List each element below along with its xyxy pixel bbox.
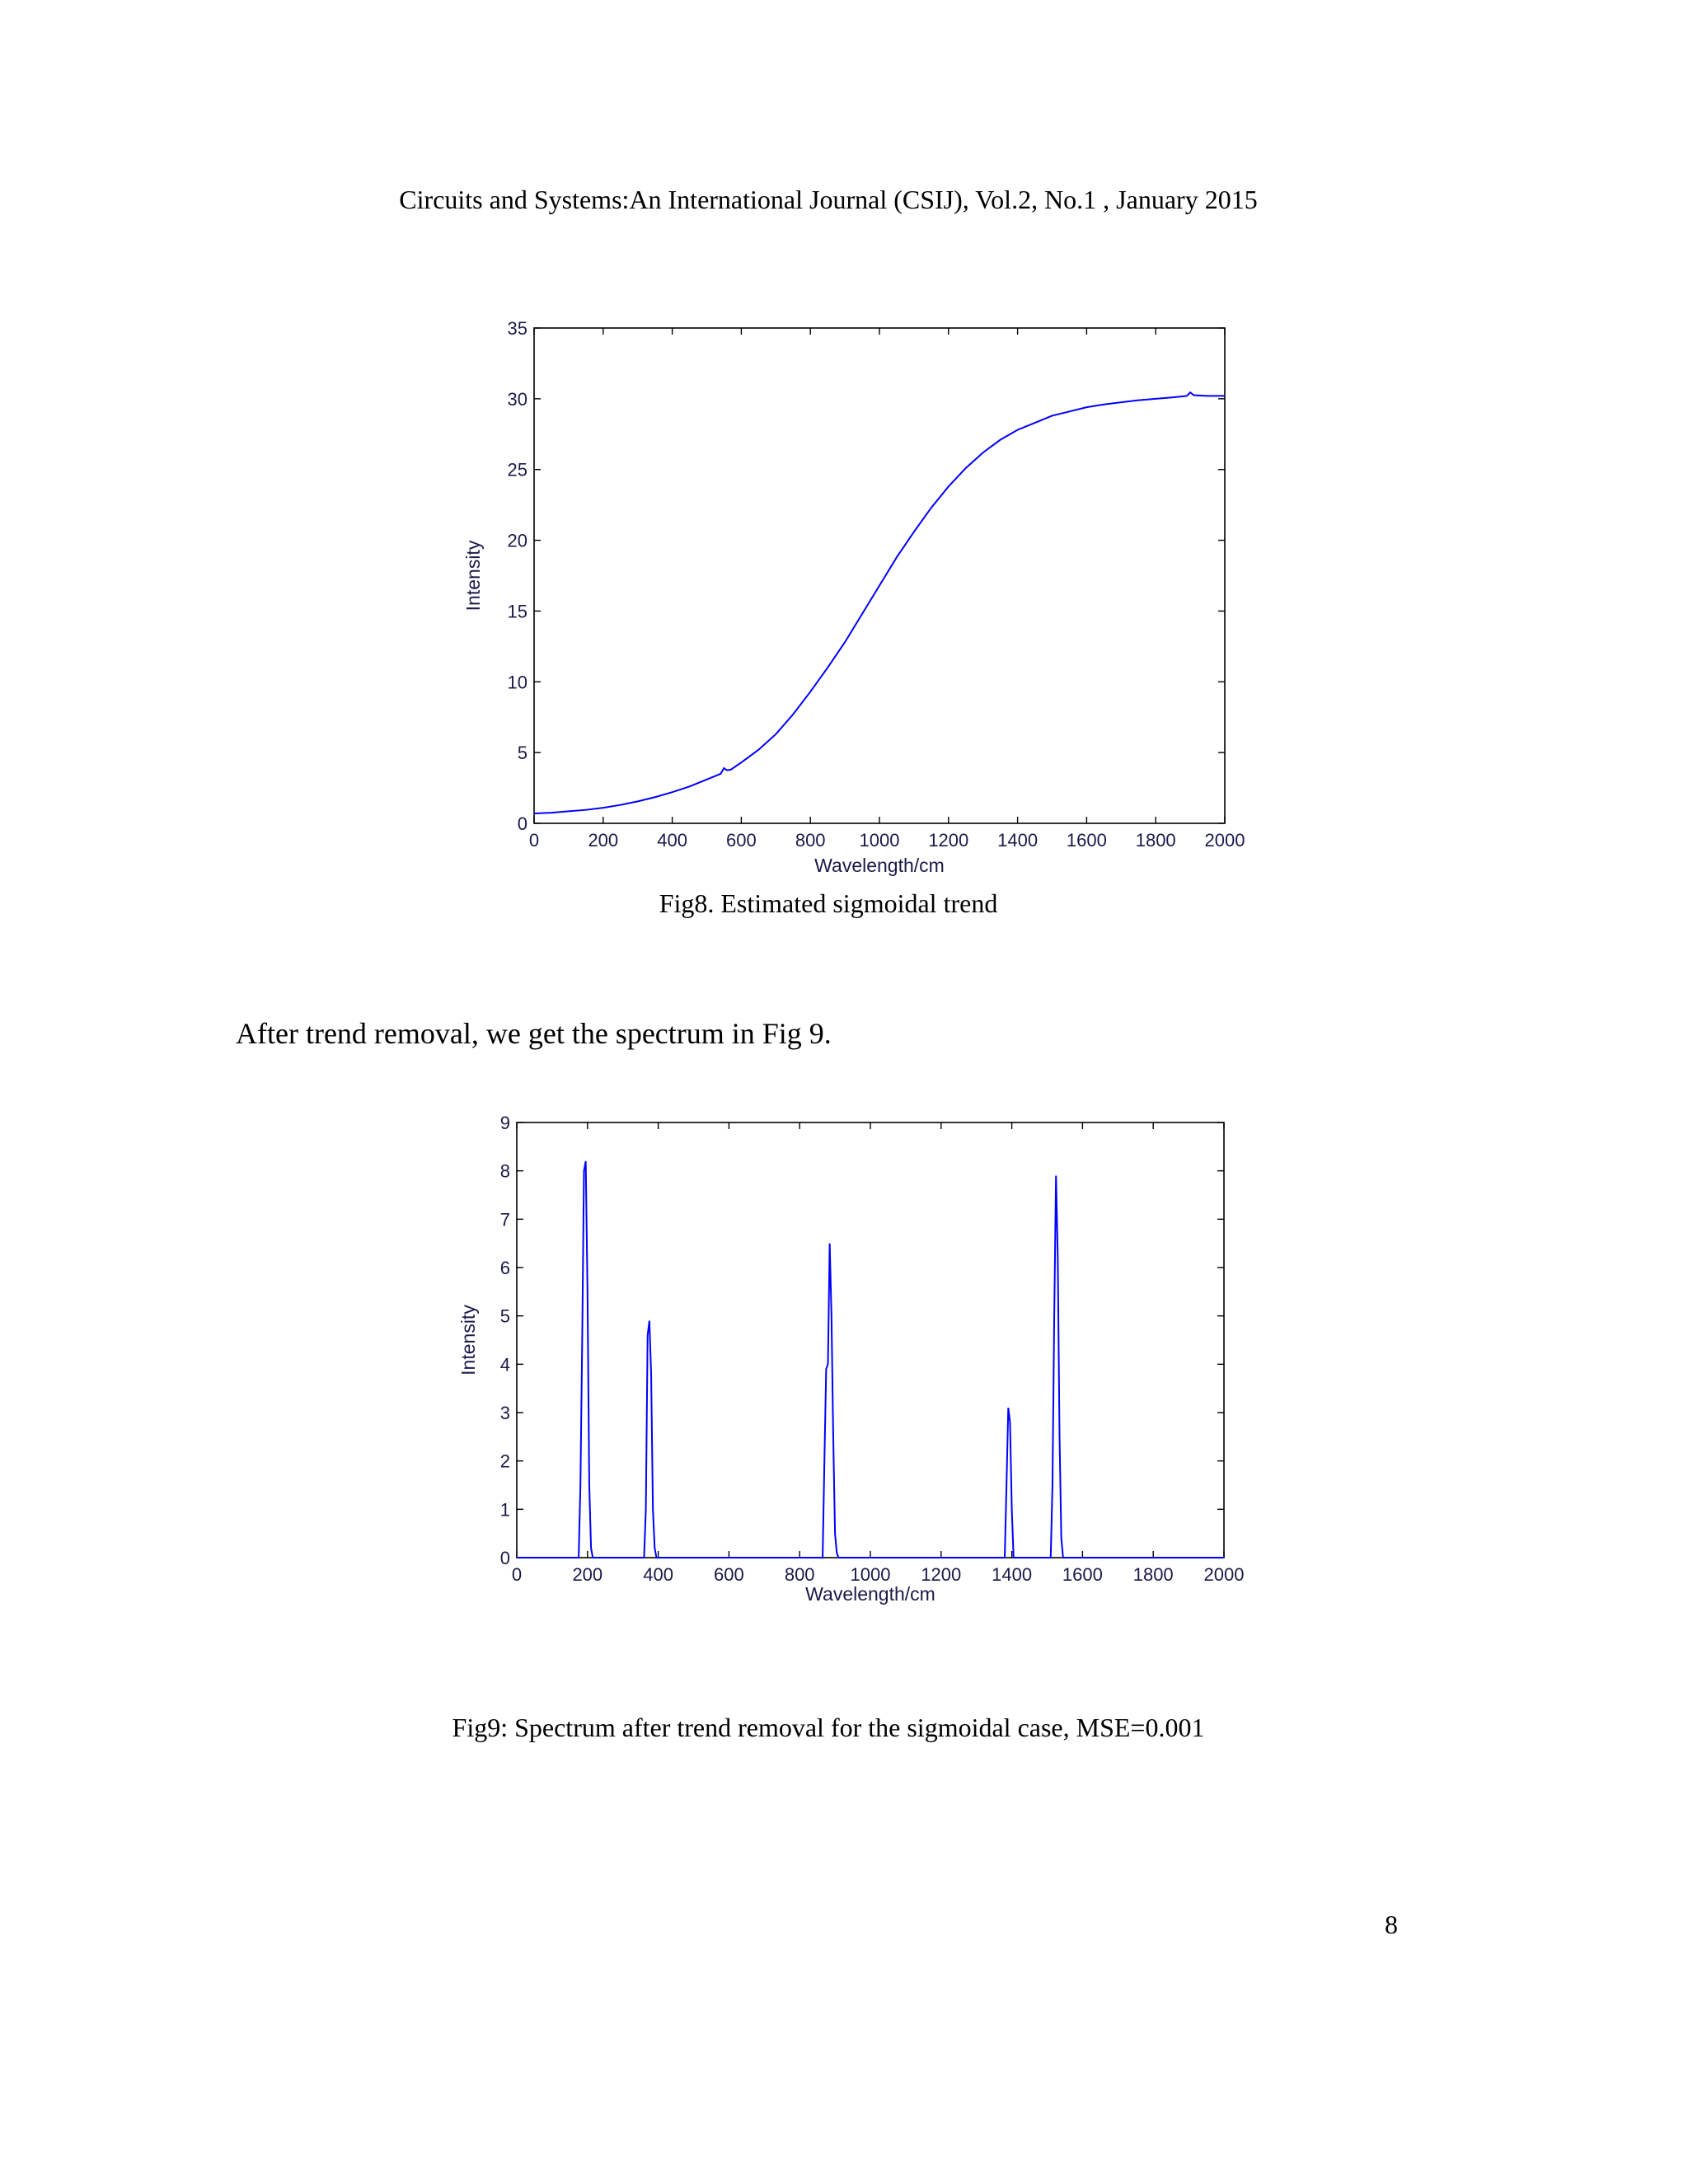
- y-tick-label: 0: [499, 1548, 510, 1568]
- x-tick-label: 800: [784, 1564, 815, 1585]
- x-tick-label: 800: [795, 830, 826, 851]
- y-tick-label: 1: [499, 1499, 510, 1521]
- plot-frame: [517, 1122, 1224, 1558]
- y-tick-label: 9: [499, 1113, 510, 1133]
- x-tick-label: 1000: [850, 1564, 891, 1585]
- x-tick-label: 1800: [1132, 1564, 1174, 1585]
- x-tick-label: 200: [588, 830, 619, 851]
- y-axis-label: Intensity: [457, 1305, 479, 1376]
- x-axis-label: Wavelength/cm: [805, 1583, 935, 1605]
- x-tick-label: 1600: [1062, 1564, 1103, 1585]
- x-tick-label: 1000: [859, 830, 900, 851]
- y-tick-label: 7: [499, 1209, 510, 1230]
- x-tick-label: 600: [726, 830, 757, 851]
- x-tick-label: 0: [528, 830, 540, 851]
- y-tick-label: 15: [507, 601, 528, 622]
- y-axis-label: Intensity: [462, 540, 484, 612]
- y-tick-label: 4: [499, 1354, 510, 1376]
- x-tick-label: 2000: [1204, 830, 1245, 851]
- figure-9-caption: Fig9: Spectrum after trend removal for the sigmoidal case, MSE=0.001: [452, 1713, 1205, 1742]
- x-tick-label: 200: [572, 1564, 603, 1585]
- y-tick-label: 5: [517, 743, 528, 764]
- x-tick-label: 1400: [992, 1564, 1033, 1585]
- x-tick-label: 1800: [1135, 830, 1176, 851]
- running-header: Circuits and Systems:An International Journal (CSIJ), Vol.2, No.1 , January 2015: [399, 185, 1258, 214]
- y-tick-label: 10: [507, 672, 528, 693]
- y-tick-label: 25: [507, 459, 528, 480]
- y-tick-label: 30: [507, 388, 528, 410]
- x-axis-label: Wavelength/cm: [814, 855, 945, 876]
- y-tick-label: 35: [507, 318, 528, 339]
- x-tick-label: 400: [643, 1564, 673, 1585]
- y-tick-label: 8: [499, 1160, 510, 1182]
- y-tick-label: 6: [499, 1258, 510, 1278]
- y-tick-label: 2: [499, 1451, 510, 1472]
- x-tick-label: 400: [657, 830, 687, 851]
- x-tick-label: 1600: [1066, 830, 1107, 851]
- x-tick-label: 0: [511, 1564, 523, 1585]
- x-tick-label: 1200: [921, 1564, 962, 1585]
- x-tick-label: 600: [714, 1564, 744, 1585]
- page-number: 8: [1385, 1910, 1398, 1939]
- x-tick-label: 2000: [1203, 1564, 1245, 1585]
- y-tick-label: 20: [507, 530, 528, 551]
- y-tick-label: 0: [517, 813, 528, 834]
- x-tick-label: 1200: [928, 830, 969, 851]
- y-tick-label: 5: [499, 1305, 510, 1327]
- series-line: [517, 1161, 1224, 1558]
- y-tick-label: 3: [499, 1403, 510, 1423]
- body-paragraph: After trend removal, we get the spectrum in Fig 9.: [236, 1017, 832, 1050]
- figure-8-caption: Fig8. Estimated sigmoidal trend: [659, 888, 998, 918]
- x-tick-label: 1400: [997, 830, 1039, 851]
